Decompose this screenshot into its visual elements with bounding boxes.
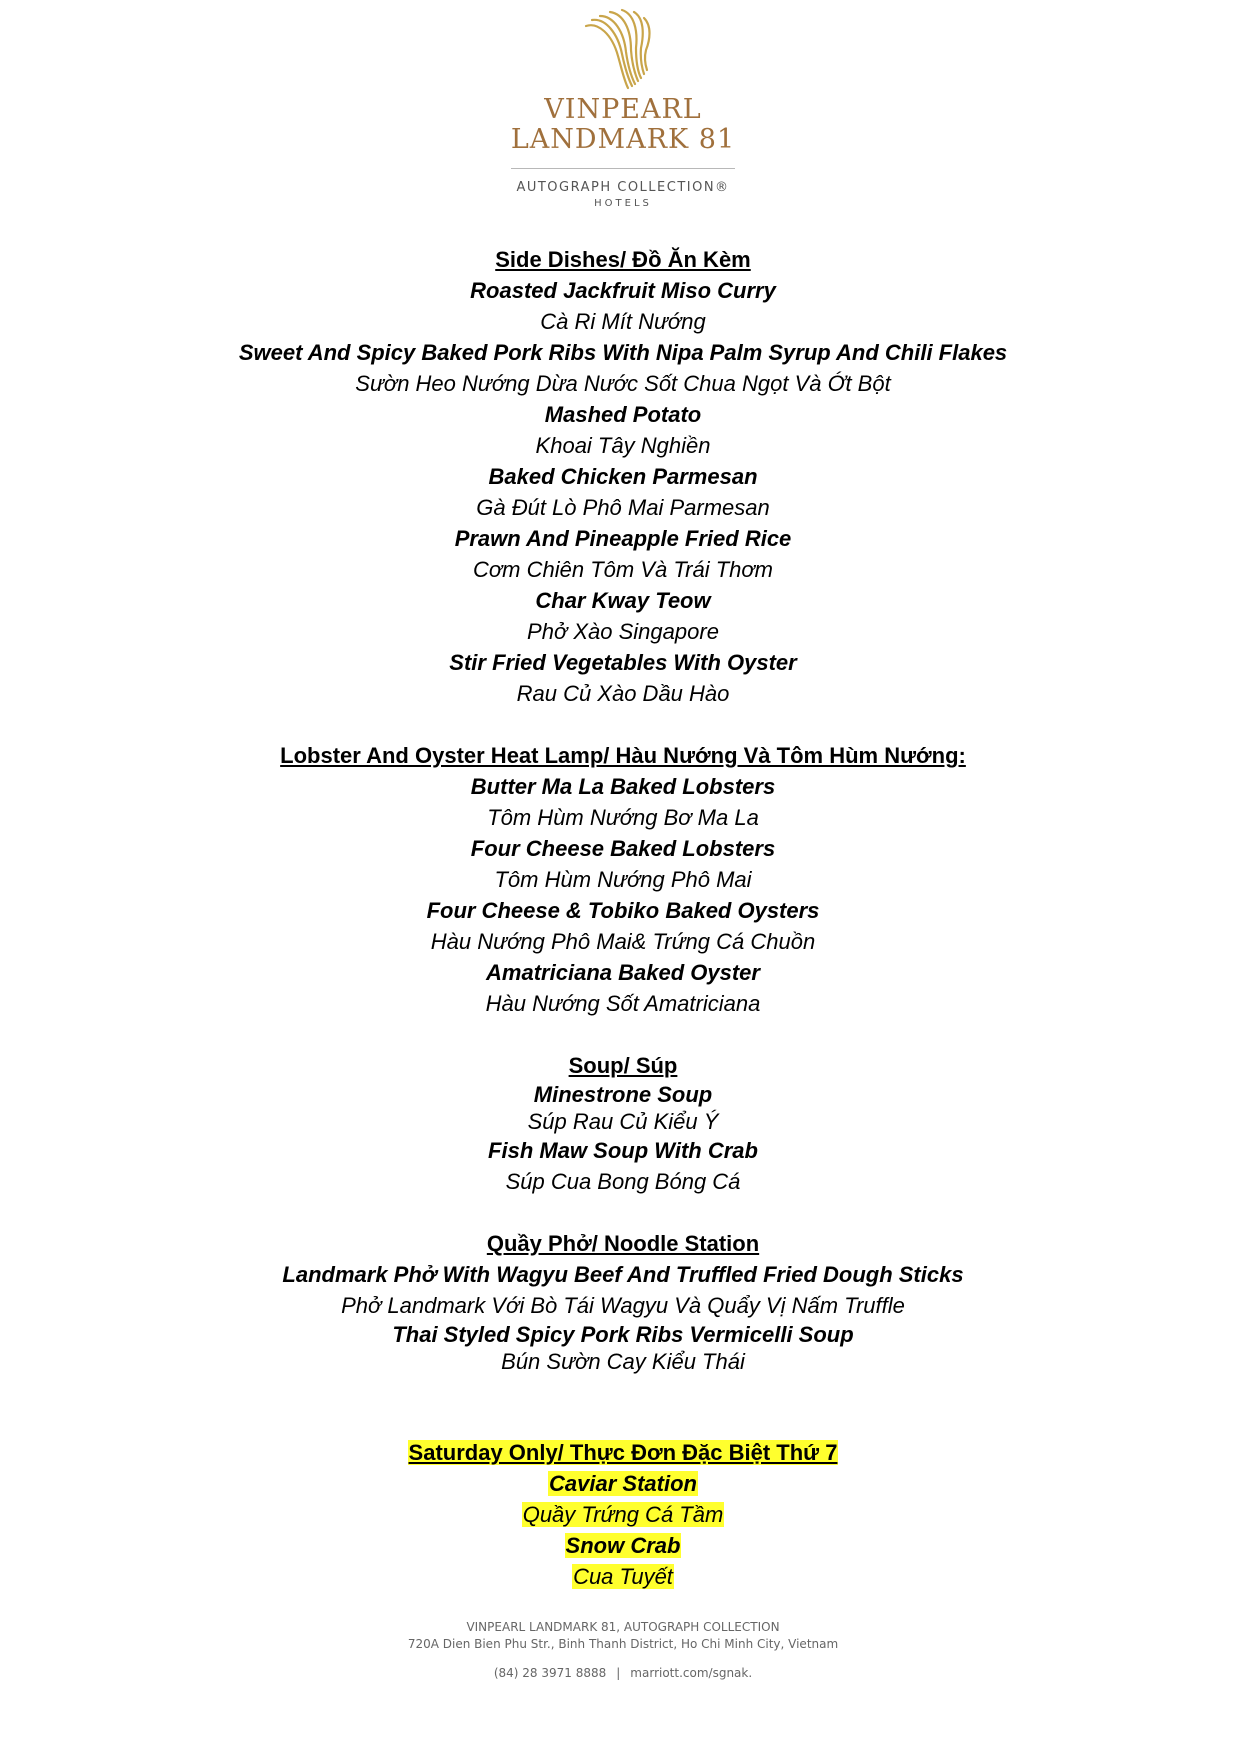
section-heading-lobster-oyster: Lobster And Oyster Heat Lamp/ Hàu Nướng Và Tôm Hùm Nướng: [280,743,966,768]
dish-name: Mashed Potato [544,402,702,427]
dish-name-highlighted [0,1468,1246,1499]
dish-name: Butter Ma La Baked Lobsters [470,774,776,799]
spacer [0,1375,1246,1437]
footer-address: 720A Dien Bien Phu Str., Binh Thanh District, Ho Chi Minh City, Vietnam [407,1637,839,1651]
collection-name: AUTOGRAPH COLLECTION® [516,180,730,195]
dish-translation: Rau Củ Xào Dầu Hào [516,681,730,706]
dish-name: Stir Fried Vegetables With Oyster [449,650,797,675]
dish-name: Four Cheese Baked Lobsters [470,836,776,861]
footer-website-link[interactable]: marriott.com/sgnak. [630,1666,753,1680]
dish-name: Char Kway Teow [535,588,711,613]
dish-translation: Hàu Nướng Phô Mai& Trứng Cá Chuồn [430,929,816,954]
dish-translation: Súp Cua Bong Bóng Cá [505,1169,741,1194]
dish-name: Roasted Jackfruit Miso Curry [470,278,776,303]
menu-body [0,244,1246,1592]
logo-divider [511,168,735,169]
footer-phone: (84) 28 3971 8888 [493,1666,607,1680]
footer-hotel-name: VINPEARL LANDMARK 81, AUTOGRAPH COLLECTION [466,1620,780,1634]
dish-translation-highlighted [0,1499,1246,1530]
dish-name: Four Cheese & Tobiko Baked Oysters [426,898,820,923]
dish-name: Baked Chicken Parmesan [488,464,758,489]
dish-translation: Tôm Hùm Nướng Phô Mai [494,867,752,892]
spacer [0,709,1246,740]
dish-name: Landmark Phở With Wagyu Beef And Truffled Fried Dough Sticks [282,1262,964,1287]
footer-separator: | [616,1666,621,1680]
dish-translation: Sườn Heo Nướng Dừa Nước Sốt Chua Ngọt Và Ớt Bột [355,371,891,396]
highlight: Caviar Station [549,1471,697,1496]
dish-translation: Phở Landmark Với Bò Tái Wagyu Và Quẩy Vị Nấm Truffle [341,1293,905,1318]
highlight: Quầy Trứng Cá Tầm [522,1502,724,1527]
hotel-logo [0,0,1246,230]
golden-wing-emblem-icon [578,8,658,92]
dish-name: Prawn And Pineapple Fried Rice [454,526,792,551]
dish-name-highlighted [0,1530,1246,1561]
dish-name: Sweet And Spicy Baked Pork Ribs With Nipa Palm Syrup And Chili Flakes [238,340,1008,365]
dish-name: Thai Styled Spicy Pork Ribs Vermicelli Soup [392,1322,854,1347]
highlight: Snow Crab [565,1533,681,1558]
brand-name-line2: LANDMARK 81 [510,124,736,155]
dish-translation: Tôm Hùm Nướng Bơ Ma La [487,805,759,830]
section-heading-saturday [0,1437,1246,1468]
section-heading-side-dishes: Side Dishes/ Đồ Ăn Kèm [495,247,751,272]
brand-name-line1: VINPEARL [544,94,702,125]
dish-translation: Khoai Tây Nghiền [535,433,711,458]
dish-translation-highlighted [0,1561,1246,1592]
dish-translation: Súp Rau Củ Kiểu Ý [527,1109,719,1134]
dish-translation: Gà Đút Lò Phô Mai Parmesan [476,495,770,520]
section-heading-noodle-station: Quầy Phở/ Noodle Station [486,1231,760,1256]
collection-hotels: HOTELS [594,198,652,209]
section-heading-soup: Soup/ Súp [568,1053,678,1078]
spacer [0,1019,1246,1050]
dish-name: Amatriciana Baked Oyster [486,960,760,985]
dish-name: Fish Maw Soup With Crab [488,1138,758,1163]
dish-translation: Phở Xào Singapore [527,619,719,644]
dish-translation: Cà Ri Mít Nướng [540,309,706,334]
dish-translation: Hàu Nướng Sốt Amatriciana [485,991,761,1016]
dish-translation: Bún Sườn Cay Kiểu Thái [501,1349,745,1374]
highlight: Saturday Only/ Thực Đơn Đặc Biệt Thứ 7 [408,1440,838,1465]
dish-name: Minestrone Soup [533,1082,713,1107]
highlight: Cua Tuyết [573,1564,673,1589]
footer-contact [0,1666,1246,1680]
dish-translation: Cơm Chiên Tôm Và Trái Thơm [472,557,774,582]
spacer [0,1197,1246,1228]
